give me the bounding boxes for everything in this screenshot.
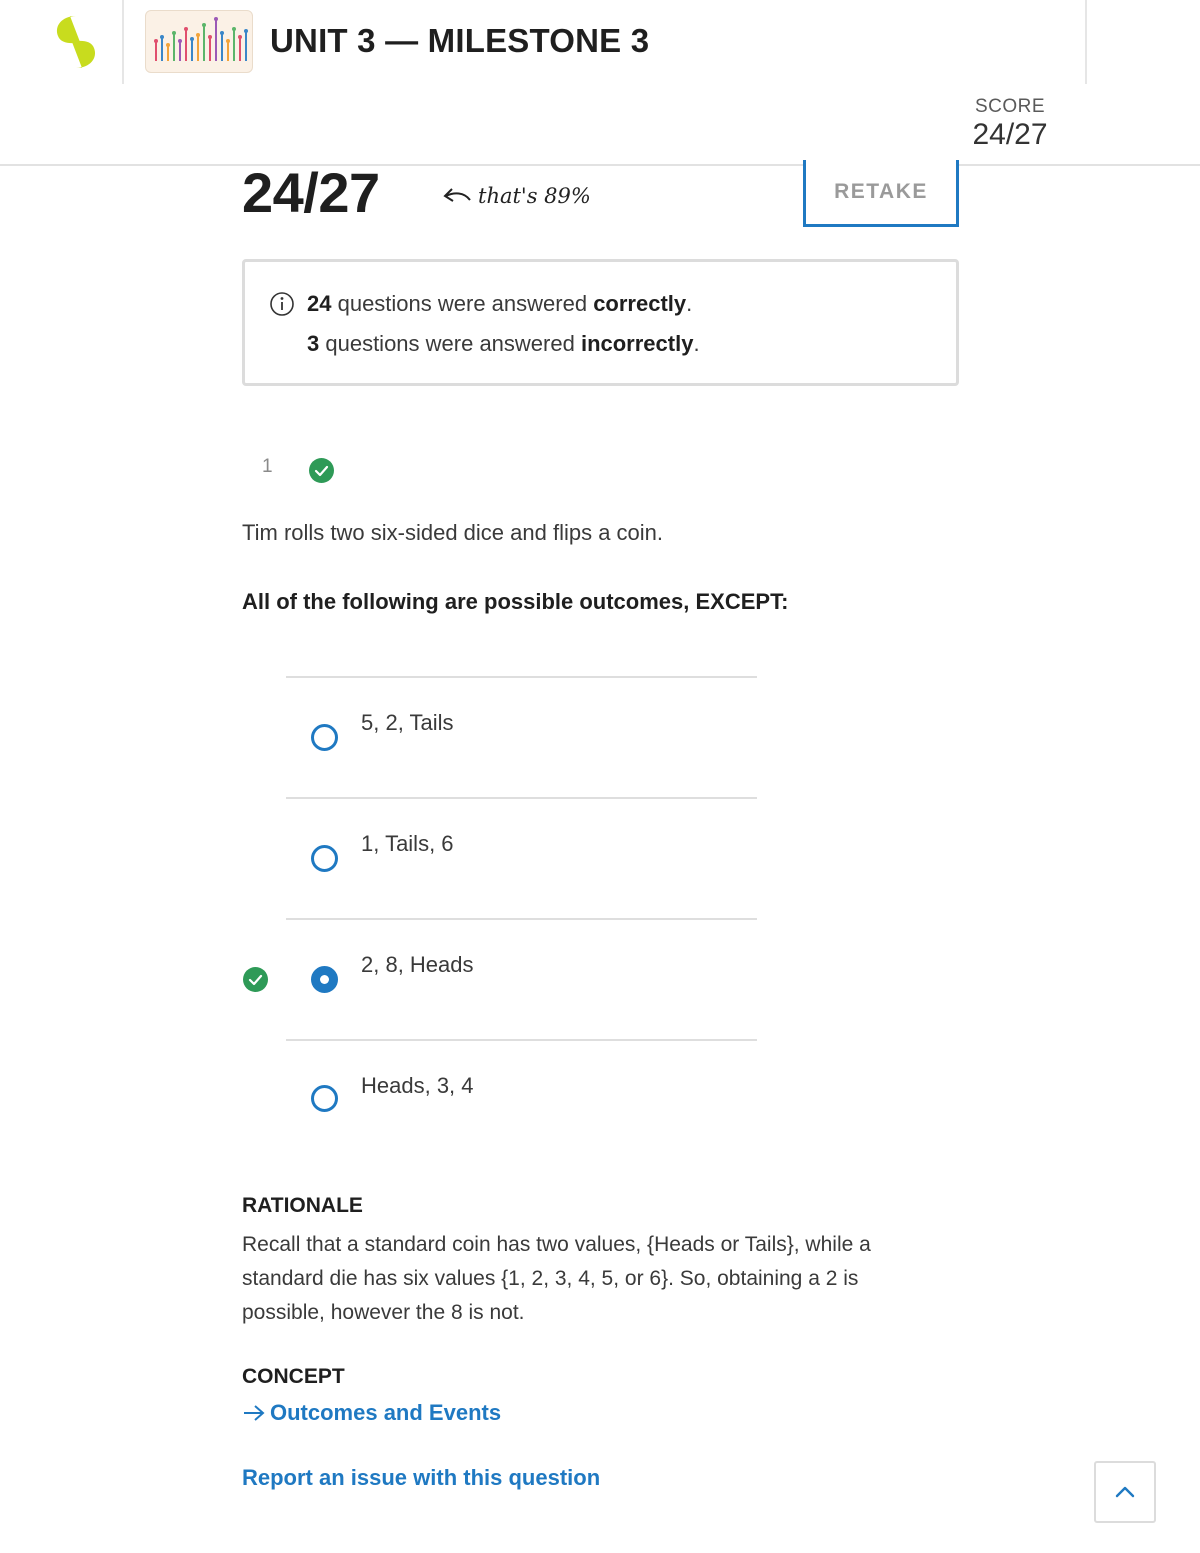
scroll-to-top-button[interactable] bbox=[1094, 1461, 1156, 1523]
incorrect-word: incorrectly bbox=[580, 331, 694, 356]
radio-button-selected[interactable] bbox=[311, 966, 338, 993]
check-circle-icon bbox=[308, 457, 335, 484]
question-prompt: All of the following are possible outcomes, EXCEPT: bbox=[242, 589, 789, 614]
unit-title: UNIT 3 — MILESTONE 3 bbox=[270, 22, 650, 59]
sophia-logo-icon[interactable] bbox=[52, 14, 100, 70]
header-divider-right bbox=[1085, 0, 1087, 84]
answer-option-selected[interactable] bbox=[286, 918, 757, 1039]
answer-options bbox=[286, 676, 757, 1160]
answer-option[interactable] bbox=[286, 676, 757, 797]
chevron-up-icon bbox=[1114, 1485, 1136, 1499]
check-circle-icon bbox=[242, 966, 269, 993]
incorrect-summary-line bbox=[307, 331, 700, 357]
question-number: 1 bbox=[262, 456, 273, 477]
top-header bbox=[0, 0, 1200, 166]
retake-button[interactable]: RETAKE bbox=[803, 160, 959, 227]
radio-button[interactable] bbox=[311, 724, 338, 751]
answer-option-label: 1, Tails, 6 bbox=[361, 831, 454, 856]
answer-option-label: 5, 2, Tails bbox=[361, 710, 454, 735]
question-text: Tim rolls two six-sided dice and flips a coin. bbox=[242, 520, 664, 545]
course-thumbnail bbox=[145, 10, 253, 73]
correct-text: questions were answered bbox=[331, 291, 594, 316]
concept-heading: CONCEPT bbox=[242, 1365, 345, 1388]
percent-note bbox=[442, 184, 591, 208]
curved-arrow-left-icon bbox=[442, 186, 472, 206]
incorrect-count: 3 bbox=[307, 331, 320, 356]
score-label: SCORE bbox=[974, 96, 1046, 117]
correct-summary-line bbox=[307, 291, 692, 317]
radio-button[interactable] bbox=[311, 1085, 338, 1112]
answer-option-label: 2, 8, Heads bbox=[361, 952, 474, 977]
header-divider-left bbox=[122, 0, 124, 84]
radio-button[interactable] bbox=[311, 845, 338, 872]
arrow-right-icon bbox=[242, 1403, 266, 1423]
score-value: 24/27 bbox=[972, 118, 1048, 151]
period: . bbox=[686, 291, 693, 316]
concept-link[interactable] bbox=[242, 1400, 501, 1426]
concept-link-label[interactable]: Outcomes and Events bbox=[270, 1400, 502, 1425]
big-score: 24/27 bbox=[242, 161, 380, 224]
dot-chart-thumbnail-icon bbox=[146, 11, 253, 73]
results-summary-box bbox=[242, 259, 959, 386]
report-issue-link[interactable]: Report an issue with this question bbox=[242, 1465, 601, 1490]
period: . bbox=[693, 331, 700, 356]
correct-word: correctly bbox=[593, 291, 687, 316]
rationale-heading: RATIONALE bbox=[242, 1194, 363, 1217]
correct-count: 24 bbox=[307, 291, 332, 316]
answer-option-label: Heads, 3, 4 bbox=[361, 1073, 474, 1098]
rationale-text: Recall that a standard coin has two values, {Heads or Tails}, while a standard die has six values {1, 2, 3, 4, 5, or 6}. So, obtaining a 2 is possible, however the 8 is not. bbox=[242, 1233, 871, 1324]
incorrect-text: questions were answered bbox=[319, 331, 581, 356]
percent-note-text: that's 89% bbox=[478, 184, 591, 208]
answer-option[interactable] bbox=[286, 797, 757, 918]
answer-option[interactable] bbox=[286, 1039, 757, 1160]
info-icon bbox=[269, 291, 295, 317]
